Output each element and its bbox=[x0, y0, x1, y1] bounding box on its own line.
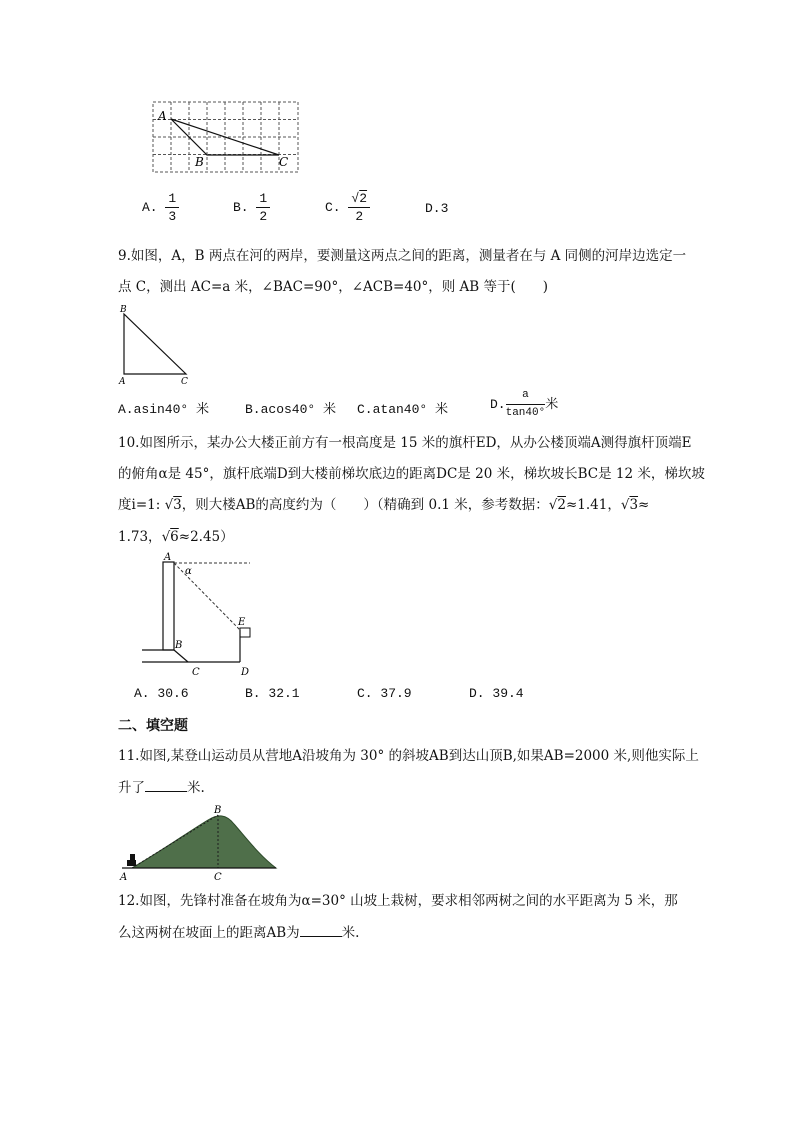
q10-option-b: B. 32.1 bbox=[245, 686, 300, 701]
climber-icon bbox=[127, 854, 136, 866]
label-a: A bbox=[119, 377, 126, 386]
q9-option-a: A.asin40° 米 bbox=[118, 402, 210, 417]
q9-text-line1: 9.如图，A，B 两点在河的两岸，要测量这两点之间的距离，测量者在与 A 同侧的河岸边选定一 bbox=[118, 248, 687, 264]
label-c: C bbox=[192, 667, 200, 677]
label-d: D bbox=[241, 667, 250, 677]
label-a: A bbox=[164, 552, 172, 563]
label-b: B bbox=[195, 155, 204, 169]
q9-triangle-figure bbox=[116, 302, 196, 386]
q9-option-c: C.atan40° 米 bbox=[357, 402, 449, 417]
label-c: C bbox=[279, 155, 289, 169]
answer-blank[interactable] bbox=[145, 777, 187, 792]
label-b: B bbox=[120, 305, 127, 315]
q10-text-line3: 度i=1: √3，则大楼AB的高度约为（ ）（精确到 0.1 米，参考数据：√2≈1.41，√3≈ bbox=[118, 497, 650, 513]
label-a: A bbox=[120, 872, 128, 883]
q11-text-line2: 升了 米. bbox=[118, 777, 205, 798]
q8-option-d: D.3 bbox=[425, 201, 449, 216]
q10-text-line4: 1.73，√6≈2.45） bbox=[118, 529, 234, 545]
label-c: C bbox=[214, 872, 222, 883]
q8-grid-figure bbox=[150, 100, 302, 174]
q10-text-line2: 的俯角α是 45°，旗杆底端D到大楼前梯坎底边的距离DC是 20 米，梯坎坡长BC是 12 米，梯坎坡 bbox=[118, 466, 705, 482]
q8-option-a: A. $\frac{1}{3}$ bbox=[142, 190, 179, 225]
label-c: C bbox=[181, 377, 188, 386]
q12-text-line2: 么这两树在坡面上的距离AB为 米. bbox=[118, 922, 359, 943]
q10-option-a: A. 30.6 bbox=[134, 686, 189, 701]
q9-option-b: B.acos40° 米 bbox=[245, 402, 337, 417]
section-title: 二、填空题 bbox=[118, 718, 188, 734]
q11-text-line1: 11.如图,某登山运动员从营地A沿坡角为 30° 的斜坡AB到达山顶B,如果AB=2000 米,则他实际上 bbox=[118, 748, 699, 764]
label-a: A bbox=[158, 109, 167, 123]
slope-bc bbox=[174, 650, 188, 662]
label-e: E bbox=[238, 617, 246, 628]
q11-mountain-figure bbox=[118, 802, 278, 884]
label-alpha: α bbox=[185, 566, 192, 577]
building-ab bbox=[163, 562, 174, 650]
q10-option-d: D. 39.4 bbox=[469, 686, 524, 701]
q8-option-c: C. $\frac{√2}{2}$ bbox=[325, 190, 370, 225]
triangle-bac bbox=[124, 314, 186, 374]
sight-line-ae bbox=[174, 563, 240, 630]
q10-text-line1: 10.如图所示，某办公大楼正前方有一根高度是 15 米的旗杆ED，从办公楼顶端A测得旗杆顶端E bbox=[118, 435, 692, 451]
q10-building-figure bbox=[140, 552, 255, 677]
q9-option-d: D. $\frac{a}{\tan 40^\circ}$ 米 bbox=[490, 389, 559, 419]
q12-text-line1: 12.如图，先锋村准备在坡角为α=30° 山坡上栽树，要求相邻两树之间的水平距离为 5 米，那 bbox=[118, 893, 678, 909]
q9-text-line2: 点 C，测出 AC=a 米，∠BAC=90°，∠ACB=40°，则 AB 等于( ) bbox=[118, 279, 549, 295]
label-b: B bbox=[214, 805, 222, 816]
flag-e bbox=[240, 628, 250, 637]
answer-blank[interactable] bbox=[300, 922, 342, 937]
q10-option-c: C. 37.9 bbox=[357, 686, 412, 701]
label-b: B bbox=[175, 640, 183, 651]
q8-option-b: B. $\frac{1}{2}$ bbox=[233, 190, 270, 225]
